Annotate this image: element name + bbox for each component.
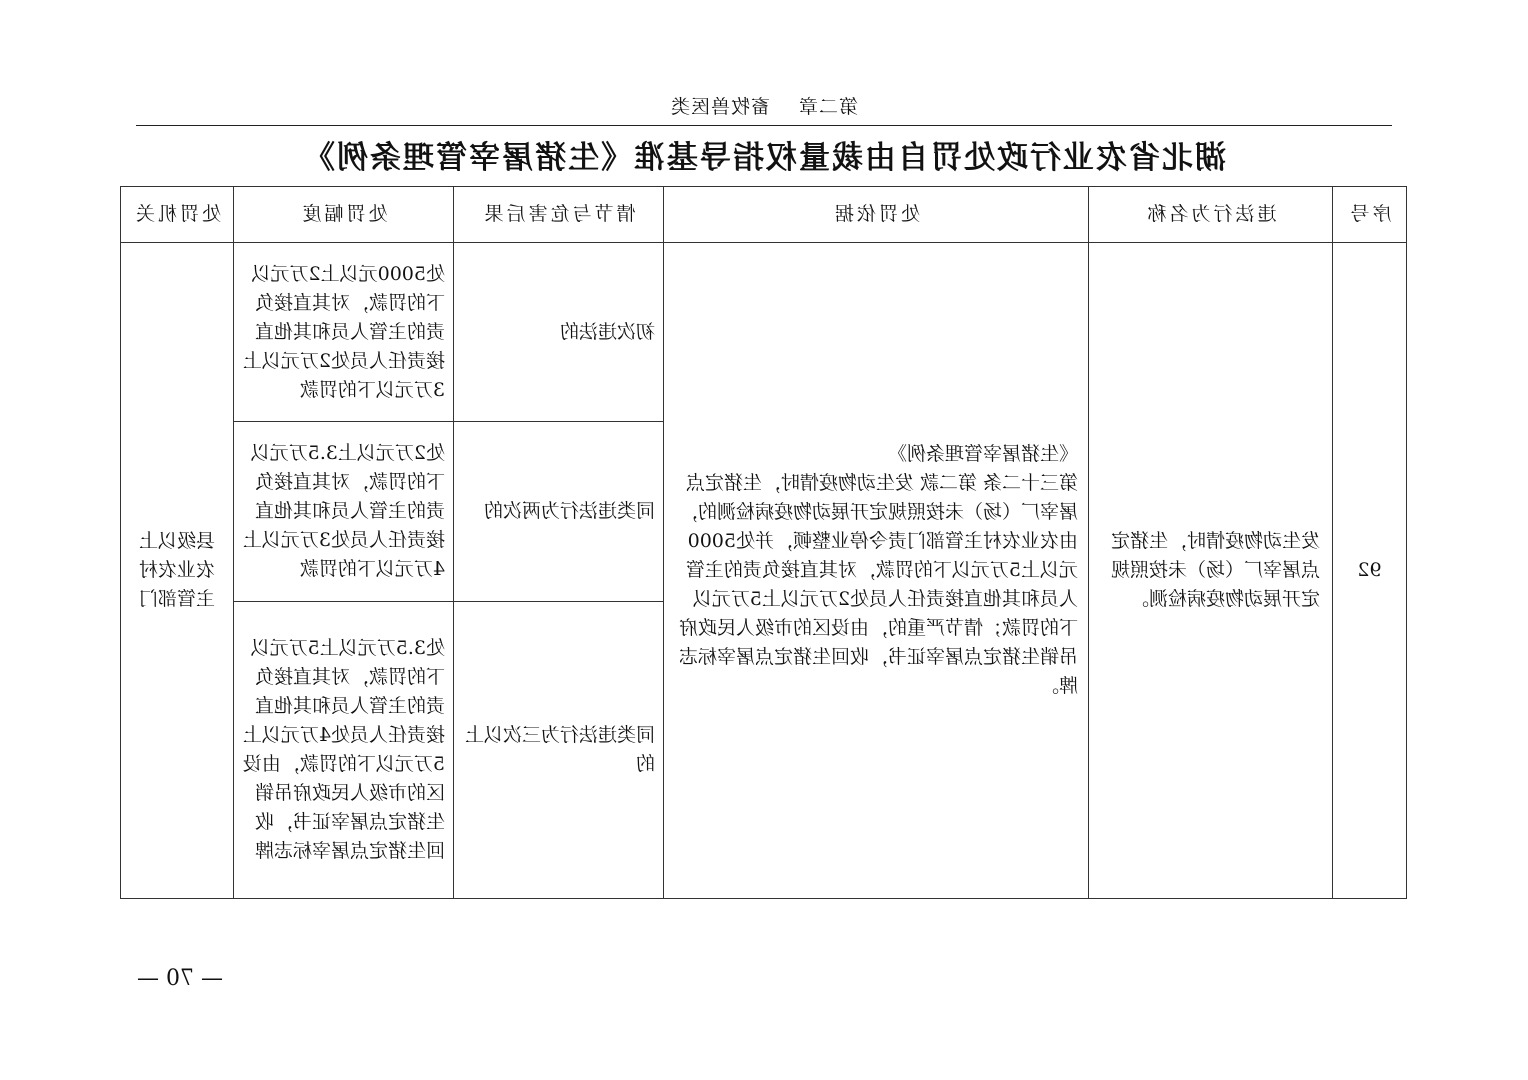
cell-seq: 92 [1333, 243, 1407, 899]
cell-authority: 县级以上农业农村主管部门 [121, 243, 234, 899]
basis-regulation-title: 《生猪屠宰管理条例》 [887, 443, 1078, 465]
cell-circumstance-first: 初次违法的 [454, 243, 664, 422]
header-violation-name: 违法行为名称 [1089, 187, 1333, 243]
header-seq: 序号 [1333, 187, 1407, 243]
chapter-name: 畜牧兽医类 [669, 96, 770, 118]
penalty-standard-table [120, 186, 1407, 899]
header-divider [136, 125, 1392, 126]
chapter-number: 第二章 [798, 96, 859, 118]
basis-article-text: 第三十二条 第二款 发生动物疫情时，生猪定点屠宰厂（场）未按照规定开展动物疫病检测的，由农业农村主管部门责令停业整顿，并处5000元以上5万元以下的罚款，对其直接负责的主管人员和其他直接责任人员处2万元以上5万元以下的罚款；情节严重的，由设区的市级人民政府吊销生猪定点屠宰证书，收回生猪定点屠宰标志牌。 [678, 472, 1078, 697]
cell-circumstance-second: 同类违法行为两次的 [454, 422, 664, 602]
page-number: — 70 — [137, 966, 223, 991]
header-penalty-range: 处罚幅度 [234, 187, 454, 243]
chapter-header [0, 92, 1528, 119]
document-title: 湖北省农业行政处罚自由裁量权指导基准《生猪屠宰管理条例》 [302, 140, 1226, 176]
cell-penalty-range-first: 处5000元以上2万元以下的罚款，对其直接负责的主管人员和其他直接责任人员处2万元以上3万元以下的罚款 [234, 243, 454, 422]
cell-circumstance-third: 同类违法行为三次以上的 [454, 602, 664, 899]
header-basis: 处罚依据 [664, 187, 1089, 243]
cell-basis [664, 243, 1089, 899]
table-header-row [121, 187, 1407, 243]
table-row [121, 243, 1407, 422]
cell-penalty-range-third: 处3.5万元以上5万元以下的罚款，对其直接负责的主管人员和其他直接责任人员处4万元以上5万元以下的罚款，由设区的市级人民政府吊销生猪定点屠宰证书，收回生猪定点屠宰标志牌 [234, 602, 454, 899]
header-authority: 处罚机关 [121, 187, 234, 243]
header-circumstance: 情节与危害后果 [454, 187, 664, 243]
cell-violation-name: 发生动物疫情时，生猪定点屠宰厂（场）未按照规定开展动物疫病检测。 [1089, 243, 1333, 899]
cell-penalty-range-second: 处2万元以上3.5万元以下的罚款，对其直接负责的主管人员和其他直接责任人员处3万元以上4万元以下的罚款 [234, 422, 454, 602]
